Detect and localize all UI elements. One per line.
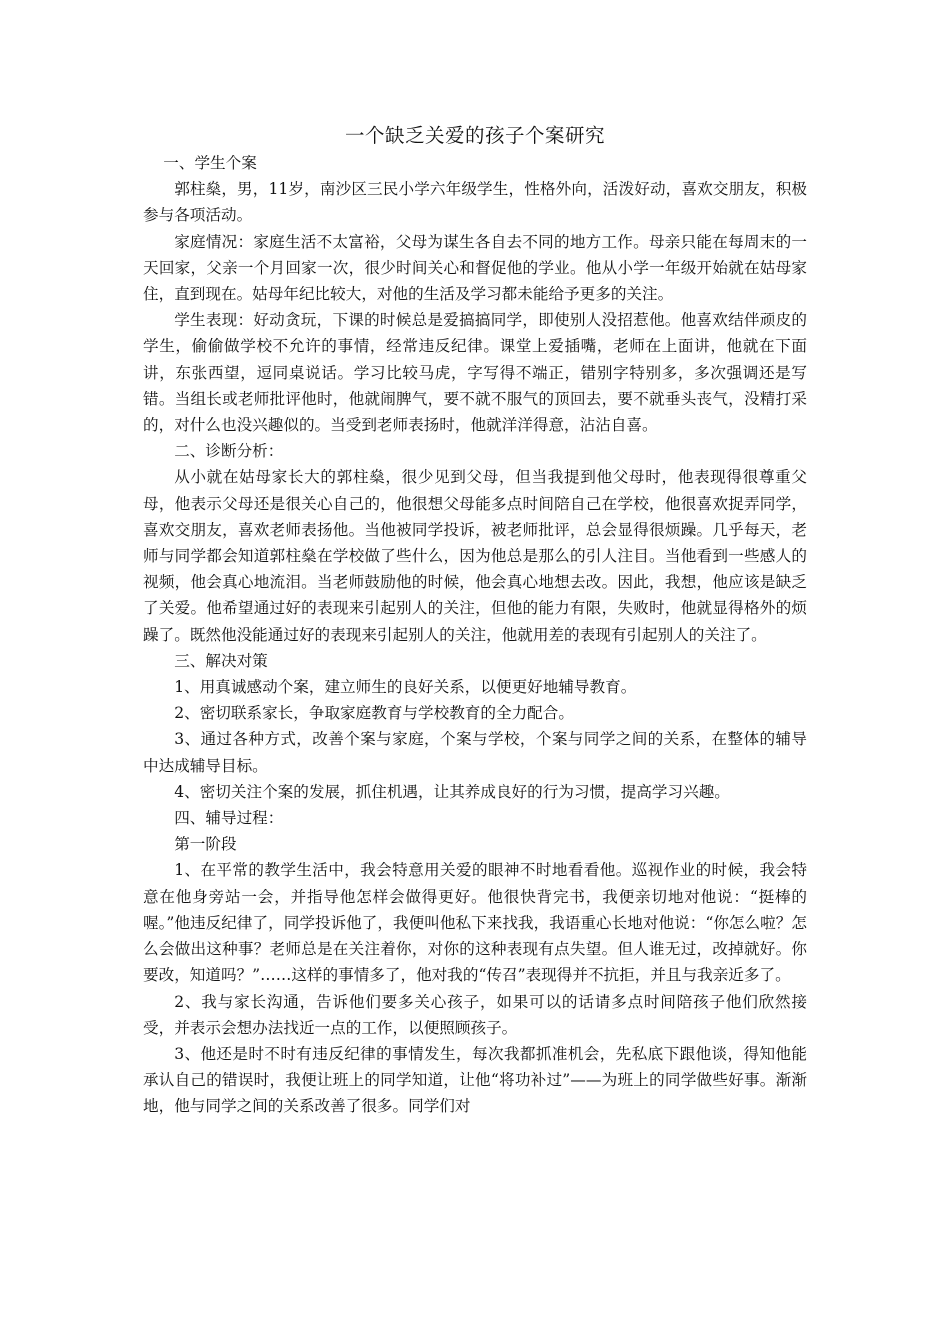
- section-heading-student-case: 一、学生个案: [163, 154, 257, 172]
- document-title: 一个缺乏关爱的孩子个案研究: [344, 124, 605, 147]
- paragraph-diagnosis: 从小就在姑母家长大的郭柱燊，很少见到父母，但当我提到他父母时，他表现得很尊重父母，他表示父母还是很关心自己的，他很想父母能多点时间陪自己在学校，他很喜欢捉弄同学，喜欢交朋友，喜欢老师表扬他。当他被同学投诉，被老师批评，总会显得很烦躁。几乎每天，老师与同学都会知道郭柱燊在学校做了些什么，因为他总是那么的引人注目。当他看到一些感人的视频，他会真心地流泪。当老师鼓励他的时候，他会真心地想去改。因此，我想，他应该是缺乏了关爱。他希望通过好的表现来引起别人的关注，但他的能力有限，失败时，他就显得格外的烦躁了。既然他没能通过好的表现来引起别人的关注，他就用差的表现有引起别人的关注了。: [143, 468, 807, 644]
- list-item-countermeasure-2: 2、密切联系家长，争取家庭教育与学校教育的全力配合。: [174, 704, 574, 723]
- paragraph-stage-one-item-2: 2、我与家长沟通，告诉他们要多关心孩子，如果可以的话请多点时间陪孩子他们欣然接受，并表示会想办法找近一点的工作，以便照顾孩子。: [143, 992, 807, 1037]
- list-item-countermeasure-3: 3、通过各种方式，改善个案与家庭，个案与学校，个案与同学之间的关系，在整体的辅导中达成辅导目标。: [143, 730, 807, 775]
- list-item-countermeasure-4: 4、密切关注个案的发展，抓住机遇，让其养成良好的行为习惯，提高学习兴趣。: [174, 782, 730, 801]
- document-body: [143, 122, 807, 1120]
- list-item-countermeasure-1: 1、用真诚感动个案，建立师生的良好关系，以便更好地辅导教育。: [174, 678, 637, 697]
- paragraph-student-behavior: 学生表现：好动贪玩，下课的时候总是爱搞搞同学，即使别人没招惹他。他喜欢结伴顽皮的学生，偷偷做学校不允许的事情，经常违反纪律。课堂上爱插嘴，老师在上面讲，他就在下面讲，东张西望，逗同桌说话。学习比较马虎，字写得不端正，错别字特别多，多次强调还是写错。当组长或老师批评他时，他就闹脾气，要不就不服气的顶回去，要不就垂头丧气，没精打采的，对什么也没兴趣似的。当受到老师表扬时，他就洋洋得意，沾沾自喜。: [143, 311, 807, 435]
- paragraph-student-profile: 郭柱燊，男，11岁，南沙区三民小学六年级学生，性格外向，活泼好动，喜欢交朋友，积极参与各项活动。: [143, 180, 807, 225]
- section-heading-countermeasures: 三、解决对策: [174, 651, 268, 670]
- section-heading-diagnosis: 二、诊断分析：: [174, 442, 284, 461]
- subheading-stage-one: 第一阶段: [174, 835, 237, 854]
- paragraph-stage-one-item-3: 3、他还是时不时有违反纪律的事情发生，每次我都抓准机会，先私底下跟他谈，得知他能承认自己的错误时，我便让班上的同学知道，让他“将功补过”——为班上的同学做些好事。渐渐地，他与同学之间的关系改善了很多。同学们对: [143, 1044, 807, 1116]
- section-heading-counseling-process: 四、辅导过程：: [174, 809, 284, 828]
- paragraph-family-situation: 家庭情况：家庭生活不太富裕，父母为谋生各自去不同的地方工作。母亲只能在每周末的一天回家，父亲一个月回家一次，很少时间关心和督促他的学业。他从小学一年级开始就在姑母家住，直到现在。姑母年纪比较大，对他的生活及学习都未能给予更多的关注。: [143, 232, 807, 304]
- paragraph-stage-one-item-1: 1、在平常的教学生活中，我会特意用关爱的眼神不时地看看他。巡视作业的时候，我会特意在他身旁站一会，并指导他怎样会做得更好。他很快背完书，我便亲切地对他说：“挺棒的喔。”他违反纪律了，同学投诉他了，我便叫他私下来找我，我语重心长地对他说：“你怎么啦？怎么会做出这种事？老师总是在关注着你，对你的这种表现有点失望。但人谁无过，改掉就好。你要改，知道吗？”……这样的事情多了，他对我的“传召”表现得并不抗拒，并且与我亲近多了。: [143, 861, 807, 985]
